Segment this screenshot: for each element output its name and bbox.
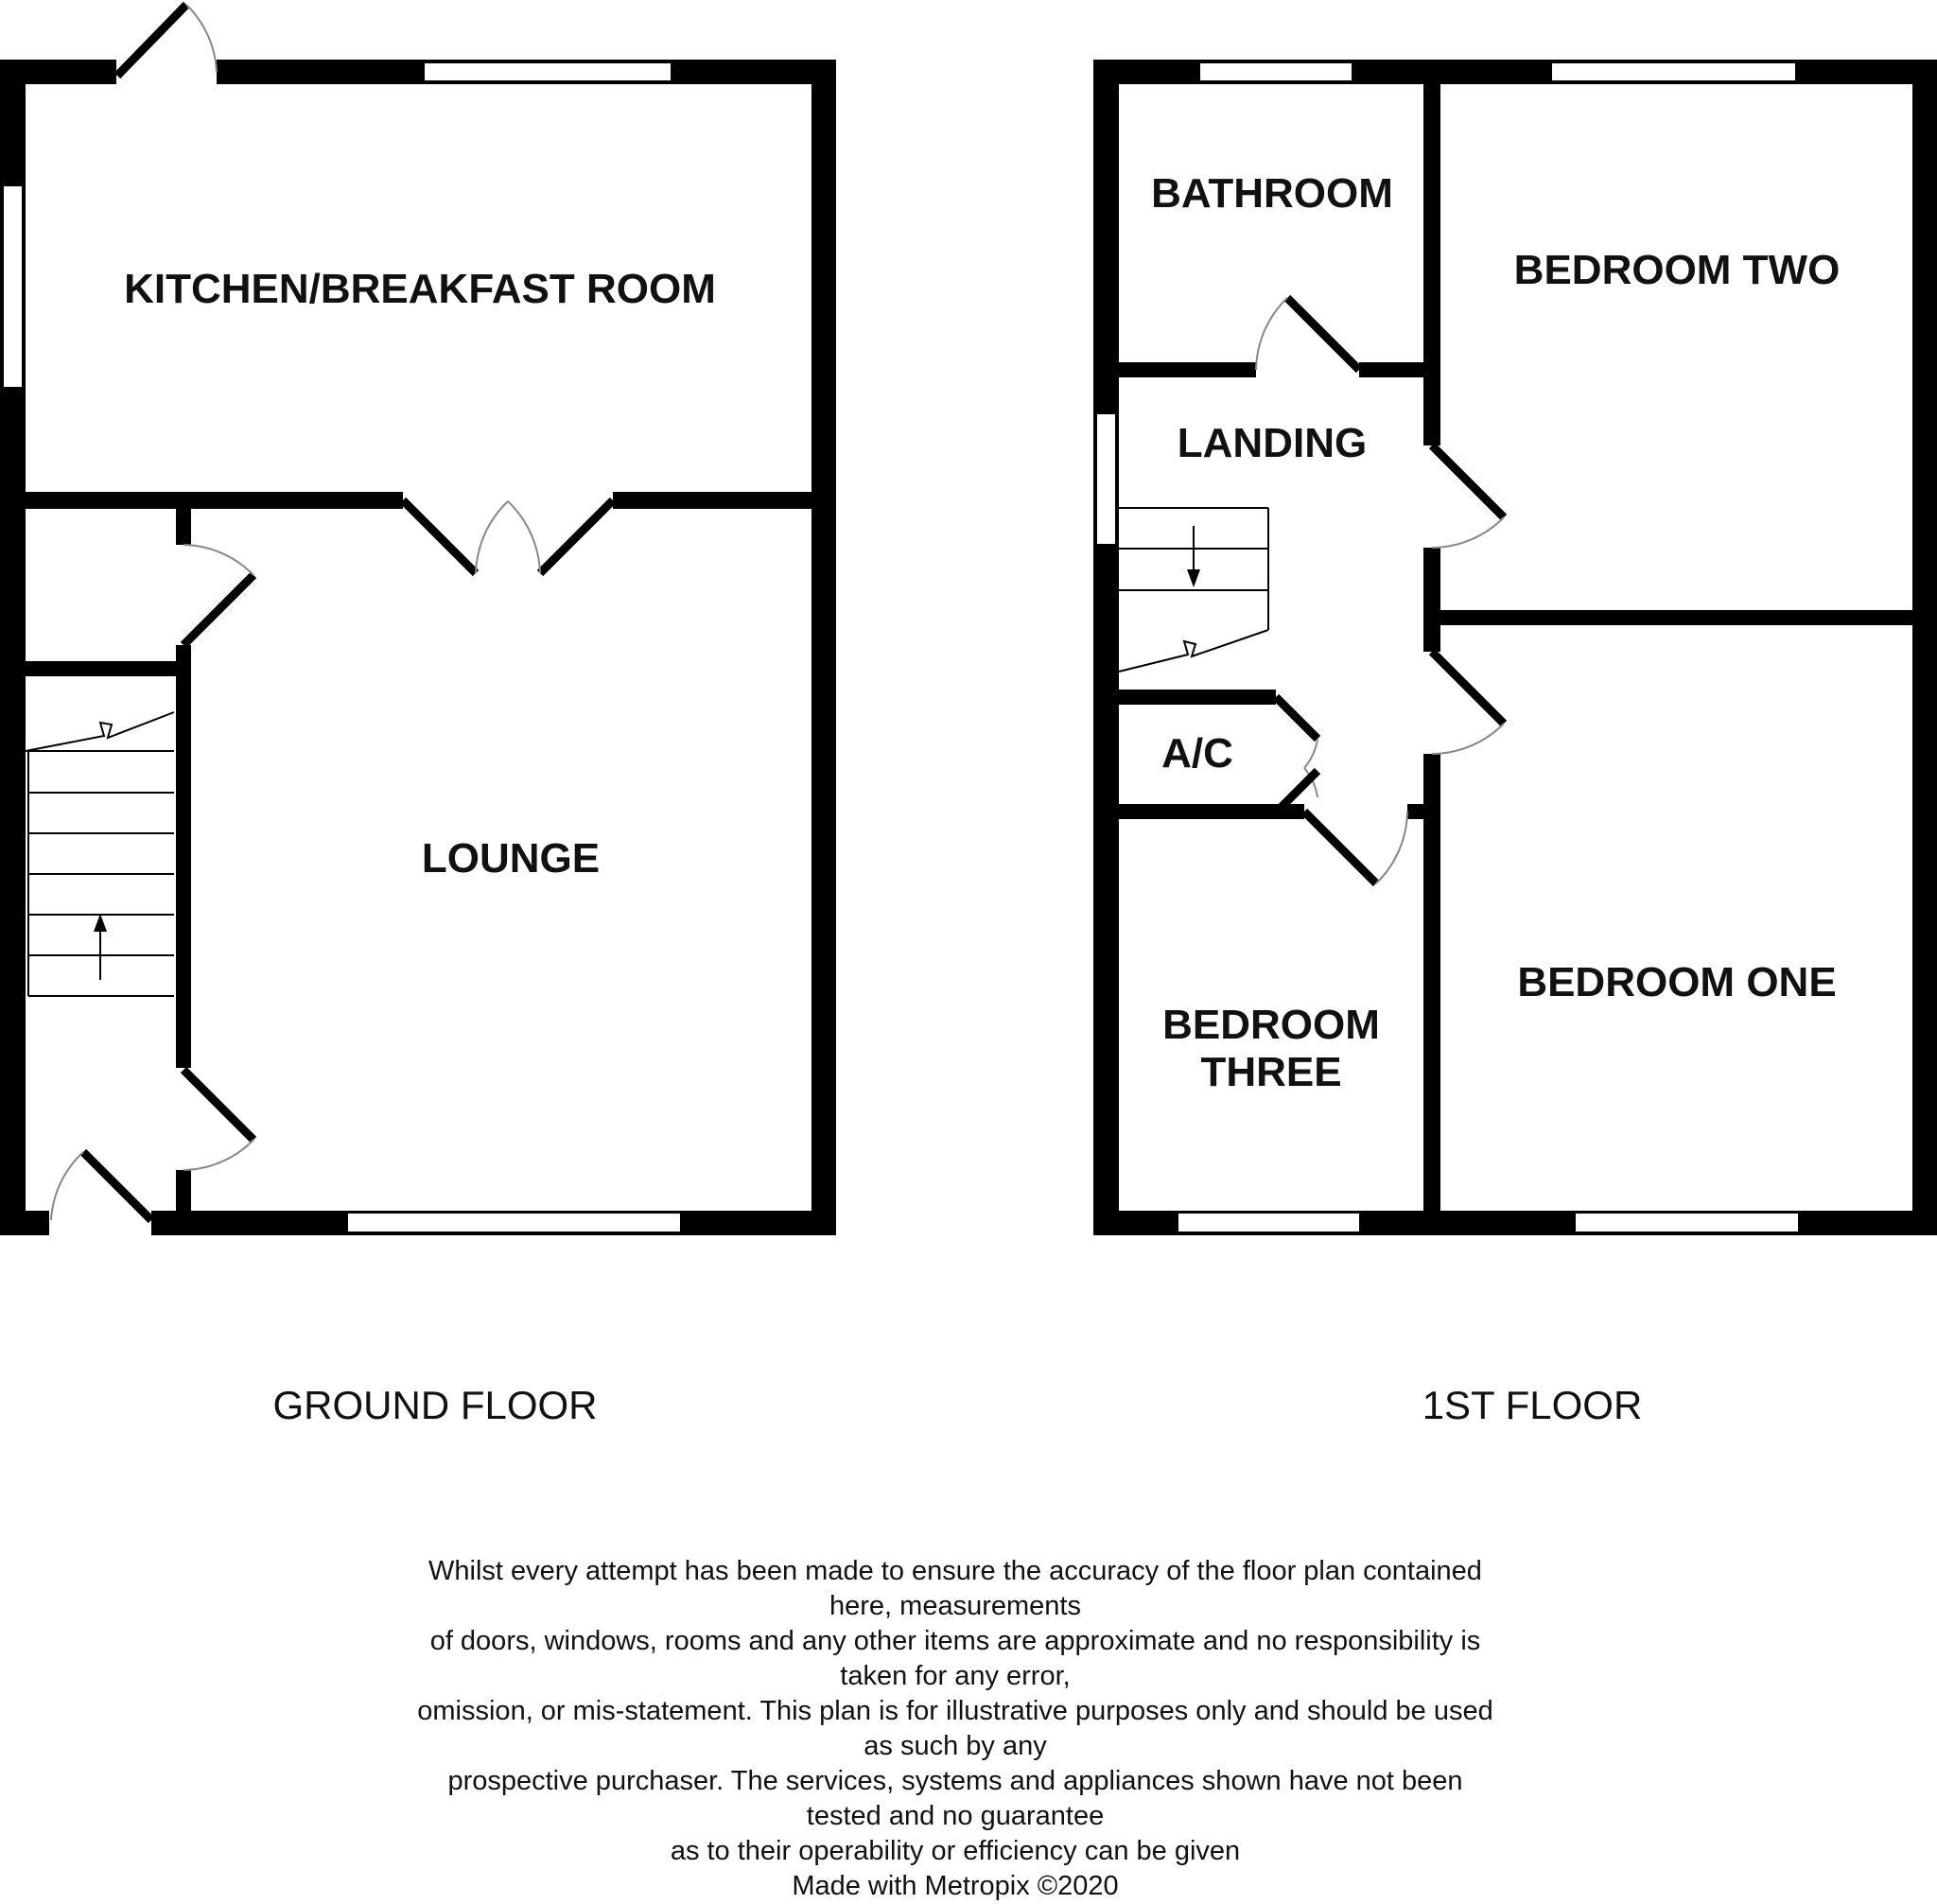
disclaimer-text: [407, 1554, 1504, 1904]
first-floor-doors: [1256, 298, 1504, 883]
ground-floor-windows: [3, 62, 681, 1232]
room-label-bedroom-one: BEDROOM ONE: [1517, 959, 1837, 1005]
room-label-kitchen: KITCHEN/BREAKFAST ROOM: [124, 266, 716, 312]
lounge-window: [347, 1213, 681, 1232]
ground-floor-stairs: [26, 712, 174, 996]
bedroom-one-window: [1575, 1213, 1799, 1232]
bedroom-three-window: [1178, 1213, 1360, 1232]
disclaimer-line: of doors, windows, rooms and any other items are approximate and no responsibility is taken for any error,: [429, 1626, 1481, 1691]
room-label-bedroom-three-line1: BEDROOM: [1162, 1002, 1380, 1048]
room-label-lounge: LOUNGE: [421, 835, 601, 882]
landing-window: [1096, 413, 1116, 545]
stairs-down-arrow-icon: [1187, 569, 1200, 587]
disclaimer-line: Whilst every attempt has been made to ensure the accuracy of the floor plan contained here, measurements: [428, 1556, 1482, 1621]
room-label-bedroom-three-line2: THREE: [1200, 1049, 1342, 1095]
disclaimer-line: prospective purchaser. The services, systems and appliances shown have not been tested and no guarantee: [447, 1766, 1463, 1831]
room-label-bathroom: BATHROOM: [1151, 170, 1393, 217]
room-label-ac: A/C: [1161, 730, 1233, 777]
kitchen-side-window: [3, 185, 23, 388]
ground-floor-label: GROUND FLOOR: [272, 1383, 598, 1427]
disclaimer-line: omission, or mis-statement. This plan is for illustrative purposes only and should be used as such by any: [417, 1696, 1493, 1761]
disclaimer-line: as to their operability or efficiency can be given: [670, 1836, 1241, 1866]
room-label-landing: LANDING: [1177, 420, 1368, 466]
metropix-credit: Made with Metropix ©2020: [792, 1871, 1119, 1901]
ground-floor-plan: [0, 5, 836, 1235]
kitchen-window: [424, 62, 672, 81]
first-floor-label: 1ST FLOOR: [1422, 1383, 1643, 1427]
bathroom-window: [1199, 62, 1352, 81]
ground-floor-doors: [51, 5, 613, 1220]
stairs-up-arrow-icon: [94, 914, 107, 932]
room-label-bedroom-two: BEDROOM TWO: [1513, 247, 1841, 293]
bedroom-two-window: [1551, 62, 1796, 81]
ground-floor-walls: [0, 60, 836, 1235]
first-floor-stairs: [1119, 508, 1268, 672]
